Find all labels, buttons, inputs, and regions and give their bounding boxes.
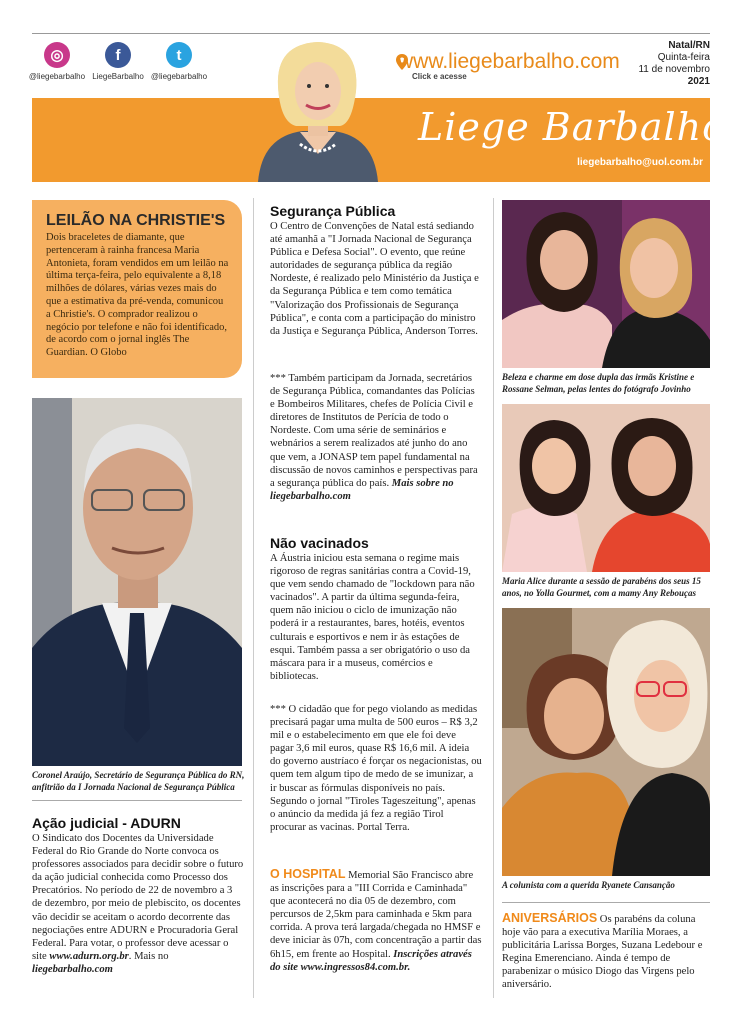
column-divider — [253, 198, 254, 998]
seguranca-p1: O Centro de Convenções de Natal está sediando até amanhã a "I Jornada Nacional de Segurança Pública e Defesa Social". O evento, que reúne autoridades de segurança pública da região Nordeste, é realizado pelo Ministério da Justiça e da Segurança Pública e tem como temática "Valorização dos Profissionais de Segurança Pública", e conta com a participação do ministro da Justiça e Segurança Pública, Anderson Torres. — [270, 221, 479, 337]
column-email[interactable]: liegebarbalho@uol.com.br — [577, 157, 703, 168]
hospital-text — [270, 868, 482, 974]
hospital-more-link[interactable]: Inscrições através do site www.ingressos84.com.br. — [270, 948, 472, 973]
photo-caption-coronel: Coronel Araújo, Secretário de Segurança Pública do RN, anfitrião da I Jornada Nacional de Segurança Pública — [32, 770, 245, 792]
facebook-handle: LiegeBarbalho — [92, 72, 144, 81]
vacinados-title: Não vacinados — [270, 535, 369, 551]
seguranca-p2 — [270, 372, 482, 503]
seguranca-title: Segurança Pública — [270, 203, 396, 219]
site-subtext: Click e acesse — [412, 72, 467, 81]
seguranca-more-link[interactable]: Mais sobre no liegebarbalho.com — [270, 477, 454, 502]
aniversarios-kicker: ANIVERSÁRIOS — [502, 911, 598, 925]
acao-text — [32, 832, 244, 976]
photo-caption-3: A colunista com a querida Ryanete Cansanção — [502, 880, 675, 890]
instagram-icon: ◎ — [44, 42, 70, 68]
column-divider — [493, 198, 494, 998]
vacinados-p1: A Áustria iniciou esta semana o regime mais rigoroso de regras sanitárias contra a Covid-19, que vem sendo chamado de "lockdown para não vacinados". A partir da última segunda-feira, quem não iniciou o ciclo de imunização não poderá ir a restaurantes, bares, hotéis, eventos culturais e esportivos e nem ir às estações de esqui. Também passa a ser obrigatório o uso da máscara para ir a museus, comércios e bibliotecas. — [270, 553, 475, 682]
city: Natal/RN — [668, 40, 710, 51]
dateline — [638, 40, 710, 88]
columnist-portrait-overlay — [248, 36, 388, 182]
photo-coronel-araujo — [32, 398, 242, 766]
hospital-body: Memorial São Francisco abre as inscrições para a "III Corrida e Caminhada" que acontecerá no dia 05 de dezembro, com percursos de 2,5km para caminhada e 5km para corrida. A prova terá largada/chegada no HMSF e deve iniciar às 07h, com concentração a partir das 6h15, em frente ao Hospital. — [270, 870, 482, 960]
photo-colunista-ryanete — [502, 608, 710, 876]
facebook-icon: f — [105, 42, 131, 68]
leilao-title: LEILÃO NA CHRISTIE'S — [46, 212, 226, 229]
leilao-text: Dois braceletes de diamante, que pertenceram à rainha francesa Maria Antonieta, foram vendidos em um leilão na última terça-feira, pelo equivalente a 8,18 milhões de dólares, várias vezes mais do que a estimativa da pré-venda, comunicou a Christie's. O comprador realizou o negócio por telefone e não foi identificado, de acordo com o jornal inglês The Guardian. O Globo — [46, 232, 229, 359]
facebook-link[interactable] — [83, 42, 153, 81]
weekday: Quinta-feira — [657, 52, 710, 63]
column-title: Liege Barbalho — [418, 105, 726, 149]
twitter-handle: @liegebarbalho — [150, 72, 208, 81]
seguranca-p2-text: *** Também participam da Jornada, secretários de Segurança Pública, comandantes das Polícias e Bombeiros Militares, chefes de Polícia Civil e diretores de Institutos de Perícia de todo o Nordeste. Com uma série de seminários e webnários a serem realizados até junho do ano que vem, a JONASP tem papel fundamental na discussão de novos caminhos e perspectivas para a segurança pública do país. — [270, 373, 478, 489]
instagram-handle: @liegebarbalho — [28, 72, 86, 81]
acao-tail: . Mais no — [128, 950, 169, 962]
year: 2021 — [687, 76, 710, 87]
instagram-link[interactable] — [22, 42, 92, 81]
aniversarios-text — [502, 912, 712, 992]
date: 11 de novembro — [638, 64, 710, 75]
adurn-link[interactable]: www.adurn.org.br — [49, 950, 129, 962]
photo-caption-1: Beleza e charme em dose dupla das irmãs Kristine e Rossane Selman, pelas lentes do fotógrafo Jovinho — [502, 372, 695, 394]
hospital-kicker: O HOSPITAL — [270, 867, 346, 881]
site-link[interactable]: www.liegebarbalho.com — [398, 50, 620, 73]
acao-body: O Sindicato dos Docentes da Universidade Federal do Rio Grande do Norte convoca os professores associados para decidir sobre o futuro da ação judicial conhecida como Processo dos Precatórios. No período de 22 de novembro a 3 de dezembro, por meio de plebiscito, os docentes vão decidir se aceitam o acordo decorrente das negociações entre ADURN e Procuradoria Geral Federal. Para votar, o professor deve acessar o site — [32, 833, 244, 962]
leilao-box — [32, 200, 242, 378]
aniversarios-body: Os parabéns da coluna hoje vão para a executiva Marília Moraes, a publicitária Larissa Borges, Suzana Ledebour e Regina Emerenciano. Ainda é tempo de parabenizar o músico Diogo das Virgens pelo aniversário. — [502, 914, 703, 991]
liegebarbalho-link[interactable]: liegebarbalho.com — [32, 963, 113, 975]
vacinados-p2: *** O cidadão que for pego violando as medidas precisará pagar uma multa de 500 euros – R$ 3,2 mil e o estabelecimento em que ele foi deve pagar 3,6 mil euros, quase R$ 16,6 mil. A ideia do governo austríaco é forçar os negacionistas, ou quem tem algum tipo de medo de se imunizar, a ir buscar as fórmulas disponíveis no país. Segundo o jornal "Tiroles Tageszeitung", apenas o anúncio da medida já fez a região Tirol procurar as vacinas. Portal Terra. — [270, 704, 482, 833]
divider — [32, 800, 242, 801]
twitter-icon: t — [166, 42, 192, 68]
photo-caption-2: Maria Alice durante a sessão de parabéns dos seus 15 anos, no Yolla Gourmet, com a mamy Any Rebouças — [502, 576, 701, 598]
photo-maria-alice — [502, 404, 710, 572]
divider — [502, 902, 710, 903]
photo-kristine-rossane — [502, 200, 710, 368]
top-rule — [32, 33, 710, 34]
twitter-link[interactable] — [144, 42, 214, 81]
acao-title: Ação judicial - ADURN — [32, 815, 181, 831]
